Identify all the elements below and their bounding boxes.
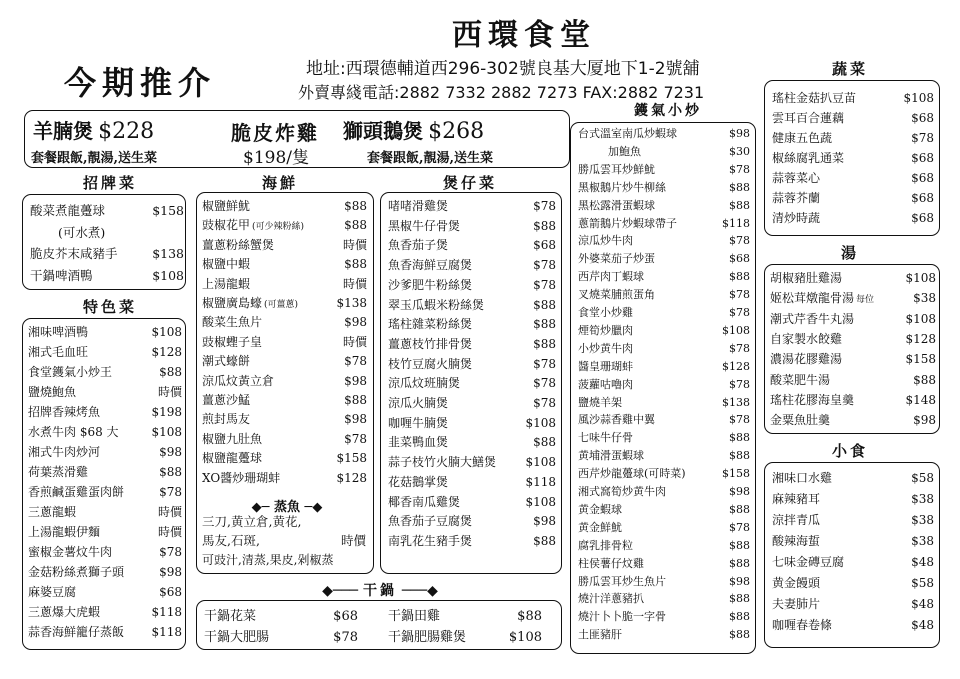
seafood-item-price: $158: [336, 451, 367, 466]
claypot-title: 煲仔菜: [442, 174, 497, 192]
claypot-item-price: $78: [533, 258, 556, 273]
snack-item-name: 麻辣豬耳: [772, 492, 821, 506]
wok-item-name: 柱侯薯仔炆雞: [578, 556, 644, 570]
special-item-name: 湘式毛血旺: [28, 345, 89, 359]
seafood-item-name: 酸菜生魚片: [202, 315, 263, 330]
fish-header: [222, 496, 352, 515]
signature-item-name: 酸菜煮龍躉球: [30, 203, 106, 218]
wok-item-name: 燒汁洋蔥豬扒: [578, 592, 644, 606]
claypot-item-price: $98: [533, 514, 556, 529]
drypot-item-name: 干鍋花菜: [204, 609, 257, 624]
seafood-item-price: $88: [344, 257, 367, 272]
promo-3-name: 獅頭鵝煲: [343, 119, 423, 143]
special-item-price: $118: [151, 625, 182, 639]
wok-title: 鑊氣小炒: [634, 103, 702, 119]
snack-item-price: $48: [911, 555, 934, 569]
promo-3: [343, 115, 484, 144]
seafood-item-name: 上湯龍蝦: [202, 276, 251, 291]
claypot-item-price: $78: [533, 277, 556, 292]
soup-item-name: 潮式芹香牛丸湯: [770, 311, 855, 326]
seafood-item-price: 時價: [342, 334, 367, 349]
signature-item-name: 干鍋啤酒鴨: [30, 267, 93, 283]
fish-price: 時價: [340, 533, 366, 548]
wok-item-price: $78: [729, 341, 750, 355]
claypot-item-name: 魚香海鮮豆腐煲: [388, 258, 473, 273]
seafood-item-name: 椒鹽龍躉球: [202, 451, 263, 466]
wok-item-name: 鹽燒羊架: [578, 395, 622, 409]
soup-item-name: 自家製水餃雞: [770, 331, 843, 346]
wok-item-price: $78: [729, 162, 750, 176]
special-item-price: $128: [151, 345, 182, 359]
wok-item-name: 黄金蝦球: [578, 502, 622, 516]
soup-item-note: 每位: [856, 295, 875, 306]
wok-item-price: $78: [729, 288, 750, 302]
wok-item-name: 燒汁卜卜脆一字骨: [578, 610, 666, 624]
wok-item-price: $88: [729, 592, 750, 606]
claypot-item-price: $108: [525, 494, 556, 509]
claypot-item-name: 瑤柱雜菜粉絲煲: [388, 317, 473, 332]
wok-item-price: $88: [729, 556, 750, 570]
special-item-price: 時價: [157, 505, 182, 519]
claypot-item-price: $78: [533, 396, 556, 410]
wok-item-price: $88: [729, 502, 750, 516]
snack-item-name: 七味金磚豆腐: [772, 555, 845, 569]
wok-item-price: $78: [729, 377, 750, 391]
wok-item-name: 七味牛仔骨: [578, 431, 633, 445]
wok-item-price: $78: [729, 413, 750, 427]
wok-item-name: 勝瓜雲耳炒生魚片: [578, 574, 666, 588]
claypot-item-name: 黑椒牛仔骨煲: [388, 218, 461, 233]
soup-item-price: $38: [913, 291, 936, 306]
veg-item-name: 清炒時蔬: [772, 211, 821, 225]
wok-item-name: 勝瓜雲耳炒鮮魷: [578, 162, 655, 176]
wok-item-name: 西芹肉丁蝦球: [578, 270, 644, 284]
veg-item-name: 雲耳百合蓮藕: [772, 111, 845, 125]
wok-item-price: $88: [729, 628, 750, 642]
snack-item-name: 咖喱春卷條: [772, 618, 833, 632]
special-item-name: 湘味啤酒鴨: [28, 325, 89, 339]
soup-item-price: $148: [905, 392, 936, 407]
special-item-name: 三蔥爆大虎蝦: [28, 605, 101, 619]
seafood-item-name: 涼瓜炆黃立倉: [202, 373, 275, 388]
claypot-item-price: $118: [525, 474, 556, 489]
promo-1-note: 套餐跟飯,靚湯,送生菜: [31, 151, 158, 166]
drypot-item-name: 干鍋肥腸雞煲: [388, 630, 467, 645]
soup-title: 湯: [840, 244, 859, 262]
snack-item-price: $58: [911, 576, 934, 590]
diamond-left-icon: ◆───: [322, 583, 359, 599]
seafood-item-name: 豉椒花甲 (可少辣粉絲): [202, 218, 305, 233]
claypot-item-name: 翠玉瓜蝦米粉絲煲: [388, 297, 485, 312]
special-item-name: 招牌香辣烤魚: [28, 405, 101, 419]
claypot-item-price: $78: [533, 356, 556, 371]
soup-item-name: 酸菜肥牛湯: [770, 372, 831, 387]
special-item-price: $68: [159, 585, 182, 599]
claypot-item-name: 沙爹肥牛粉絲煲: [388, 277, 473, 292]
soup-item-price: $108: [905, 271, 936, 285]
drypot-header: [300, 580, 460, 600]
fish-diamond-right-icon: ─◆: [304, 500, 323, 515]
seafood-item-price: $128: [336, 470, 367, 485]
phone: 外賣專綫電話:2882 7332 2882 7273 FAX:2882 7231: [298, 83, 705, 102]
special-item-price: $108: [151, 425, 182, 439]
soup-item-price: $88: [913, 372, 936, 387]
snack-item-price: $48: [911, 618, 934, 632]
wok-item-price: $158: [722, 467, 750, 481]
special-item-name: 麻婆豆腐: [28, 585, 77, 599]
fish-line-3: 可豉汁,清蒸,果皮,剁椒蒸: [202, 553, 334, 567]
veg-item-name: 瑤柱金菇扒豆苗: [772, 91, 857, 105]
wok-item-price: $98: [729, 574, 750, 588]
wok-item-price: $78: [729, 520, 750, 534]
soup-item-price: $158: [905, 352, 936, 367]
wok-item-name: 蔥箭鵝片炒蝦球帶子: [578, 216, 677, 230]
veg-item-price: $68: [911, 191, 934, 205]
snack-item-price: $38: [911, 492, 934, 506]
wok-item-price: $138: [722, 395, 750, 409]
signature-item-price: $158: [152, 203, 184, 218]
special-item-price: $88: [159, 365, 182, 379]
claypot-item-price: $68: [533, 238, 556, 253]
seafood-item-name: 薑蔥沙鯭: [202, 393, 251, 407]
soup-item-price: $108: [905, 311, 936, 326]
snack-item-name: 涼拌青瓜: [772, 513, 821, 527]
snack-title: 小食: [831, 442, 868, 460]
special-item-price: $98: [159, 445, 182, 459]
seafood-item-price: $88: [344, 393, 367, 407]
address: 地址:西環德輔道西296-302號良基大厦地下1-2號舖: [306, 59, 700, 79]
signature-item-price: $138: [152, 246, 184, 261]
claypot-item-name: 咖喱牛腩煲: [388, 415, 449, 430]
wok-item-price: $128: [722, 359, 750, 373]
special-item-price: $118: [151, 605, 182, 619]
fish-line-2: 馬友,石斑,: [202, 533, 260, 548]
seafood-item-note: (可薑蔥): [264, 300, 299, 310]
wok-item-price: $88: [729, 610, 750, 624]
claypot-item-price: $78: [533, 199, 556, 213]
seafood-item-price: $98: [344, 315, 367, 330]
wok-item-price: $30: [729, 144, 750, 158]
claypot-item-name: 涼瓜炆班腩煲: [388, 376, 461, 391]
promo-1-price: $228: [98, 119, 155, 144]
special-item-name: 湘式牛肉炒河: [28, 445, 101, 459]
claypot-item-price: $88: [533, 218, 556, 233]
seafood-item-name: 椒鹽鮮魷: [202, 199, 251, 213]
drypot-item-price: $88: [517, 609, 542, 624]
claypot-item-name: 啫啫滑雞煲: [388, 199, 449, 213]
seafood-item-name: 薑蔥粉絲蟹煲: [202, 237, 275, 252]
veg-item-name: 蒜蓉芥蘭: [772, 191, 821, 205]
wok-item-name: 黄金鮮魷: [578, 520, 622, 534]
wok-item-price: $88: [729, 180, 750, 194]
diamond-right-icon: ───◆: [401, 583, 438, 599]
claypot-item-price: $88: [533, 317, 556, 332]
soup-item-name: 姬松茸燉龍骨湯 每位: [770, 291, 875, 306]
wok-item-name: 加鮑魚: [608, 144, 641, 158]
soup-item-price: $128: [905, 331, 936, 346]
claypot-item-name: 花菇鵝掌煲: [388, 474, 449, 489]
seafood-item-price: $138: [336, 296, 367, 310]
veg-item-price: $68: [911, 171, 934, 185]
wok-item-price: $108: [722, 323, 750, 337]
wok-item-name: 黄埔滑蛋蝦球: [578, 449, 644, 463]
special-item-price: $108: [151, 325, 182, 339]
wok-item-price: $88: [729, 449, 750, 463]
promo-1-name: 羊腩煲: [33, 119, 93, 143]
wok-item-name: 煙筍炒臘肉: [578, 323, 633, 337]
special-item-price: $78: [159, 545, 182, 559]
wok-item-name: 黑椒鵝片炒牛柳絲: [578, 180, 666, 194]
claypot-item-price: $88: [533, 435, 556, 450]
wok-item-name: 醬皇珊瑚蚌: [578, 359, 633, 373]
signature-item-price: $108: [152, 267, 184, 283]
wok-item-price: $88: [729, 538, 750, 552]
snack-item-name: 夫妻肺片: [772, 597, 821, 611]
special-item-name: 香煎鹹蛋雞蛋肉餅: [28, 485, 125, 499]
claypot-item-name: 涼瓜火腩煲: [388, 396, 449, 410]
seafood-item-price: $78: [344, 354, 367, 369]
drypot-item-name: 干鍋田雞: [388, 609, 441, 624]
wok-item-name: 風沙蒜香雞中翼: [578, 413, 655, 427]
seafood-item-name: 椒鹽廣島蠔 (可薑蔥): [202, 296, 299, 310]
veg-item-name: 健康五色蔬: [772, 131, 833, 145]
soup-box: [764, 264, 940, 434]
wok-item-name: 小炒黄牛肉: [578, 341, 633, 355]
restaurant-name: 西環食堂: [452, 18, 596, 53]
seafood-item-price: $98: [344, 373, 367, 388]
promo-title: 今期推介: [64, 64, 217, 102]
wok-item-name: 西芹炒龍躉球(可時菜): [578, 467, 686, 481]
wok-item-name: 土匪豬肝: [578, 628, 622, 642]
drypot-item-price: $108: [508, 630, 542, 645]
drypot-item-price: $78: [333, 630, 358, 645]
special-item-name: 金菇粉絲煮獅子頭: [28, 565, 125, 579]
seafood-item-price: 時價: [342, 276, 367, 291]
veg-item-price: $68: [911, 211, 934, 225]
special-item-name: 鹽燒鮑魚: [28, 385, 77, 399]
seafood-item-name: 煎封馬友: [202, 412, 251, 427]
wok-item-price: $68: [729, 252, 750, 266]
veg-item-price: $108: [903, 91, 934, 105]
claypot-item-name: 薑蔥枝竹排骨煲: [388, 336, 473, 351]
wok-item-price: $98: [729, 127, 750, 140]
promo-1: [33, 115, 154, 144]
special-item-price: 時價: [157, 385, 182, 399]
seafood-item-price: $78: [344, 431, 367, 446]
veg-item-name: 蒜蓉菜心: [772, 171, 821, 185]
soup-item-name: 瑤柱花膠海皇羹: [770, 392, 855, 407]
claypot-item-name: 椰香南瓜雞煲: [388, 494, 461, 509]
wok-item-name: 湘式窩筍炒黄牛肉: [578, 485, 666, 498]
special-item-name: 蒜香海鮮籠仔蒸飯: [28, 625, 125, 639]
seafood-item-price: $98: [344, 412, 367, 427]
fish-diamond-left-icon: ◆─: [251, 500, 270, 515]
soup-item-price: $98: [913, 413, 936, 428]
special-item-price: $78: [159, 485, 182, 499]
veg-item-price: $78: [911, 131, 934, 145]
seafood-item-name: 椒鹽中蝦: [202, 257, 251, 272]
special-item-price: $98: [159, 565, 182, 579]
seafood-item-name: 潮式蠔餅: [202, 354, 251, 369]
snack-item-price: $38: [911, 534, 934, 548]
special-item-price: $198: [151, 405, 182, 419]
wok-item-price: $88: [729, 431, 750, 445]
special-item-price: $88: [159, 465, 182, 479]
fish-title: 蒸魚: [273, 500, 300, 515]
signature-item-name: (可水煮): [58, 224, 106, 240]
seafood-item-name: 椒鹽九肚魚: [202, 431, 263, 446]
claypot-item-name: 魚香茄子豆腐煲: [388, 514, 473, 529]
claypot-item-name: 蒜子枝竹火腩大鱔煲: [388, 455, 497, 470]
signature-title: 招牌菜: [82, 174, 137, 192]
veg-item-price: $68: [911, 111, 934, 125]
drypot-title: 干鍋: [363, 583, 397, 599]
wok-item-name: 涼瓜炒牛肉: [578, 234, 633, 248]
claypot-item-name: 枝竹豆腐火腩煲: [388, 356, 473, 371]
veg-item-price: $68: [911, 151, 934, 165]
snack-item-price: $48: [911, 597, 934, 611]
seafood-title: 海鮮: [261, 174, 298, 192]
claypot-item-price: $88: [533, 297, 556, 312]
promo-2-price: $198/隻: [243, 148, 309, 168]
snack-item-price: $58: [911, 471, 934, 485]
special-item-name: 三蔥龍蝦: [28, 505, 77, 519]
veg-title: 蔬菜: [831, 60, 868, 78]
soup-item-name: 濃湯花膠雞湯: [770, 352, 843, 367]
wok-item-name: 菠蘿咕嚕肉: [578, 377, 633, 391]
promo-2-name: 脆皮炸雞: [231, 121, 319, 145]
wok-item-price: $98: [729, 485, 750, 498]
seafood-item-price: $88: [344, 218, 367, 233]
claypot-item-price: $108: [525, 415, 556, 430]
seafood-item-name: 豉椒蟶子皇: [202, 334, 263, 349]
special-item-name: 食堂鑊氣小炒王: [28, 365, 113, 379]
wok-item-name: 腐乳排骨粒: [578, 538, 633, 552]
claypot-item-price: $108: [525, 455, 556, 470]
claypot-item-name: 南乳花生豬手煲: [388, 533, 473, 548]
snack-item-name: 黄金饅頭: [772, 576, 821, 590]
seafood-item-price: $88: [344, 199, 367, 213]
promo-3-note: 套餐跟飯,靚湯,送生菜: [367, 151, 494, 166]
claypot-item-price: $78: [533, 376, 556, 391]
special-item-name: 蜜椒金薯炆牛肉: [28, 545, 113, 559]
wok-item-price: $78: [729, 306, 750, 319]
drypot-item-name: 干鍋大肥腸: [204, 630, 270, 645]
wok-item-price: $88: [729, 270, 750, 284]
claypot-item-price: $88: [533, 336, 556, 351]
seafood-item-note: (可少辣粉絲): [252, 222, 305, 233]
wok-item-price: $78: [729, 234, 750, 248]
wok-item-name: 外婆菜茄子炒蛋: [578, 252, 655, 266]
snack-item-name: 湘味口水雞: [772, 471, 833, 485]
claypot-item-name: 韭菜鴨血煲: [388, 435, 449, 450]
drypot-item-price: $68: [333, 609, 358, 624]
veg-item-name: 椒絲腐乳通菜: [772, 151, 845, 165]
wok-item-name: 食堂小炒雞: [578, 306, 633, 319]
special-title: 特色菜: [82, 298, 137, 316]
special-item-name: 荷葉蒸滑雞: [28, 465, 89, 479]
wok-item-name: 叉燒菜脯煎蛋角: [578, 288, 655, 302]
signature-item-name: 脆皮芥末咸豬手: [30, 246, 118, 261]
snack-item-price: $38: [911, 513, 934, 527]
promo-3-price: $268: [428, 119, 485, 144]
wok-item-name: 台式溫室南瓜炒蝦球: [578, 127, 677, 140]
wok-item-price: $118: [722, 216, 750, 230]
seafood-item-name: XO醬炒珊瑚蚌: [202, 470, 281, 485]
fish-line-1: 三刀,黄立倉,黄花,: [202, 514, 302, 529]
snack-item-name: 酸辣海蜇: [772, 534, 821, 548]
claypot-item-price: $88: [533, 533, 556, 548]
claypot-item-name: 魚香茄子煲: [388, 238, 449, 253]
wok-item-price: $88: [729, 198, 750, 212]
special-item-name: 水煮牛肉 $68 大: [28, 425, 119, 439]
promo-box: [24, 110, 570, 168]
soup-item-name: 金粟魚肚羹: [770, 413, 831, 428]
special-item-price: 時價: [157, 525, 182, 539]
soup-item-name: 胡椒豬肚雞湯: [770, 271, 843, 285]
special-item-name: 上湯龍蝦伊麵: [28, 525, 101, 539]
wok-item-name: 黑松露滑蛋蝦球: [578, 198, 655, 212]
seafood-item-price: 時價: [342, 237, 367, 252]
